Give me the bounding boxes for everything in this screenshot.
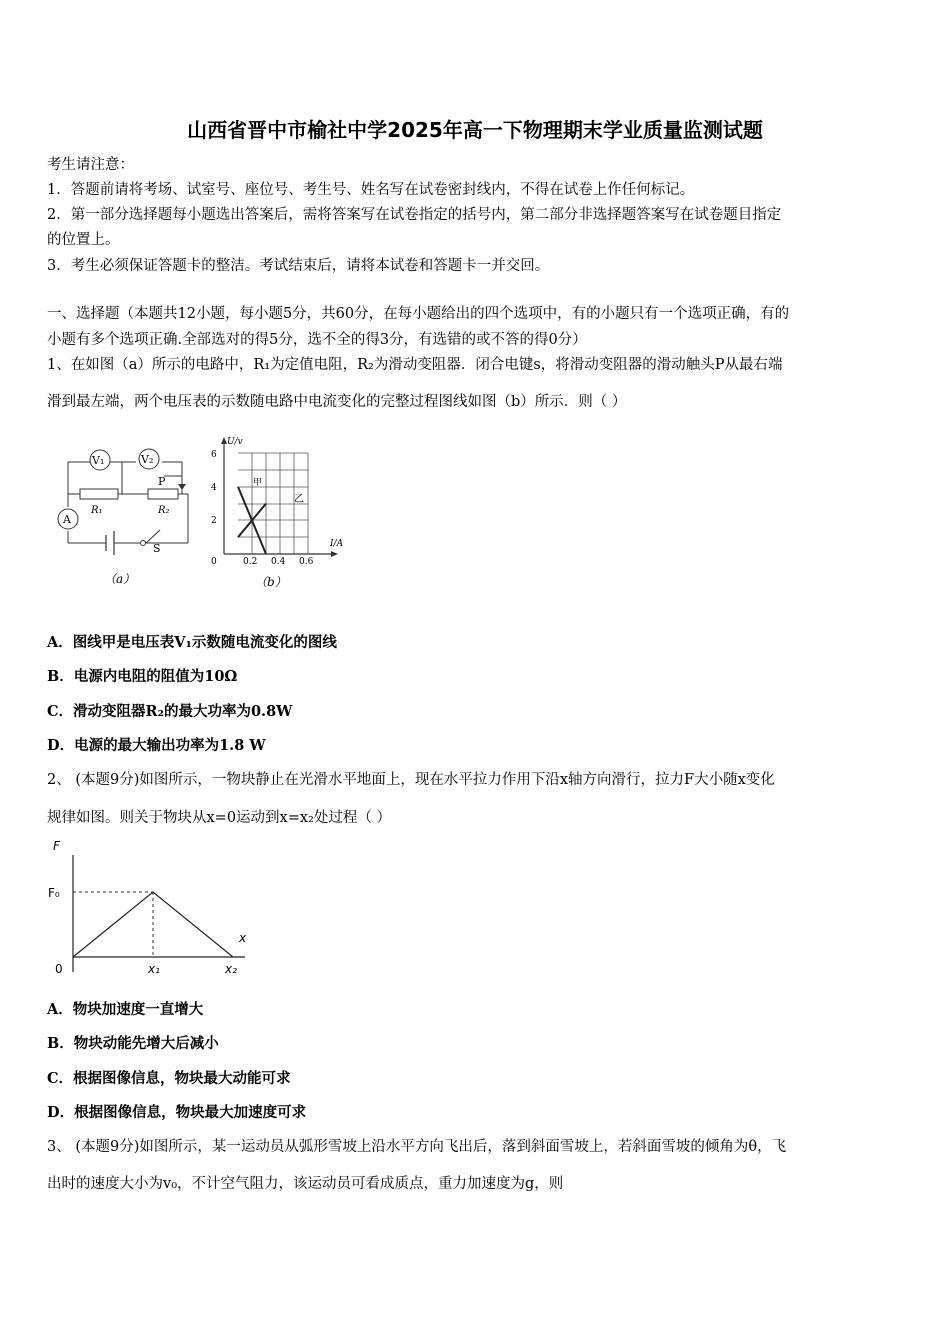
notice-item: 2．第一部分选择题每小题选出答案后，需将答案写在试卷指定的括号内，第二部分非选择题答案写在试卷题目指定	[47, 207, 782, 223]
exam-title: 山西省晋中市榆社中学2025年高一下物理期末学业质量监测试题	[187, 118, 763, 142]
ammeter-label: A	[63, 513, 71, 526]
origin-label: 0	[55, 962, 63, 976]
i-axis-arrow-icon	[331, 551, 338, 557]
notice-item: 的位置上。	[47, 232, 120, 248]
q1-option-b: B．电源内电阻的阻值为10Ω	[47, 668, 238, 685]
circuit-diagram	[50, 440, 200, 590]
u-axis-label: U/v	[227, 437, 243, 447]
r2-label: R₂	[158, 505, 170, 516]
question-2-stem-cont: 规律如图。则关于物块从x=0运动到x=x₂处过程（ ）	[47, 810, 391, 826]
figure-a-caption: （a）	[104, 572, 136, 586]
question-1-stem: 1、在如图（a）所示的电路中，R₁为定值电阻，R₂为滑动变阻器．闭合电键s，将滑动变阻器的滑动触头P从最右端	[47, 357, 783, 373]
section-heading: 一、选择题（本题共12小题，每小题5分，共60分，在每小题给出的四个选项中，有的小题只有一个选项正确，有的	[47, 306, 790, 322]
figure-b-caption: （b）	[255, 575, 287, 589]
x-axis-label: x	[239, 931, 247, 945]
f-axis-label: F	[53, 839, 60, 853]
r1-label: R₁	[91, 505, 103, 516]
label-jia: 甲	[253, 478, 263, 488]
question-3-stem-cont: 出时的速度大小为v₀，不计空气阻力，该运动员可看成质点，重力加速度为g，则	[47, 1176, 564, 1192]
notice-item: 1．答题前请将考场、试室号、座位号、考生号、姓名写在试卷密封线内，不得在试卷上作任何标记。	[47, 182, 695, 198]
v1-label: V₁	[92, 454, 105, 467]
question-3-stem: 3、 (本题9分)如图所示，某一运动员从弧形雪坡上沿水平方向飞出后，落到斜面雪坡上，若斜面雪坡的倾角为θ，飞	[47, 1139, 787, 1155]
y-tick-label: 6	[211, 450, 217, 460]
i-axis-label: I/A	[330, 539, 344, 549]
q1-option-c: C．滑动变阻器R₂的最大功率为0.8W	[47, 703, 293, 720]
notice-heading: 考生请注意：	[47, 157, 134, 173]
q2-option-b: B．物块动能先增大后减小	[47, 1035, 219, 1052]
label-yi: 乙	[294, 494, 304, 505]
slider-arrow-icon	[178, 484, 186, 490]
y-tick-label: 4	[211, 483, 217, 493]
y-tick-label: 0	[211, 557, 217, 567]
q2-option-a: A．物块加速度一直增大	[47, 1001, 204, 1018]
q2-option-d: D．根据图像信息，物块最大加速度可求	[47, 1104, 307, 1121]
section-heading-cont: 小题有多个选项正确.全部选对的得5分，选不全的得3分，有选错的或不答的得0分）	[47, 332, 587, 348]
f0-label: F₀	[48, 886, 60, 900]
switch-contact-icon	[141, 541, 146, 546]
x2-label: x₂	[225, 962, 237, 976]
x-tick-label: 0.4	[271, 557, 286, 567]
question-1-stem-cont: 滑到最左端，两个电压表的示数随电路中电流变化的完整过程图线如图（b）所示．则（ ）	[47, 394, 627, 410]
q1-option-a: A．图线甲是电压表V₁示数随电流变化的图线	[47, 634, 337, 651]
resistor-r1	[80, 489, 118, 499]
q1-option-d: D．电源的最大输出功率为1.8 W	[47, 737, 266, 754]
y-tick-label: 2	[211, 516, 217, 526]
x-tick-label: 0.2	[243, 557, 258, 567]
slider-label: P	[158, 475, 166, 488]
switch-label: S	[153, 542, 161, 555]
x-tick-label: 0.6	[299, 557, 314, 567]
v2-label: V₂	[141, 453, 154, 466]
force-displacement-graph	[45, 835, 255, 985]
question-2-stem: 2、 (本题9分)如图所示，一物块静止在光滑水平地面上，现在水平拉力作用下沿x轴方向滑行，拉力F大小随x变化	[47, 772, 775, 788]
q2-option-c: C．根据图像信息，物块最大动能可求	[47, 1070, 291, 1087]
x1-label: x₁	[148, 962, 160, 976]
notice-item: 3．考生必须保证答题卡的整洁。考试结束后，请将本试卷和答题卡一并交回。	[47, 258, 550, 274]
ui-graph	[205, 432, 365, 592]
resistor-r2	[148, 489, 178, 499]
